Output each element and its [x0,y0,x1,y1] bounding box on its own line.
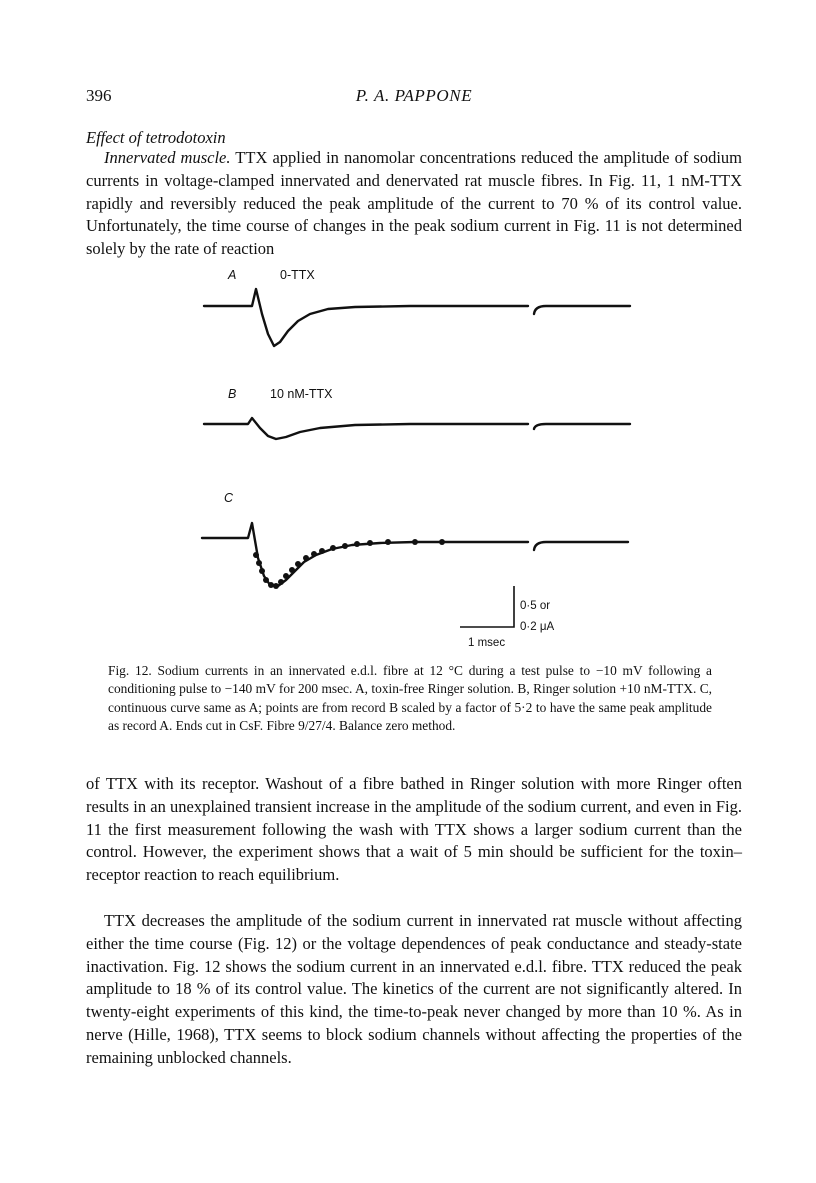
figure-12 [190,258,640,658]
data-point [330,545,336,551]
paragraph-2: of TTX with its receptor. Washout of a fibre bathed in Ringer solution with more Ringer often results in an unexplained transient increase in the amplitude of the sodium current, and even in Fig. 11 the first measurement following the wash with TTX shows a larger sodium current than the control. However, the experiment shows that a wait of 5 min should be sufficient for the toxin–receptor reaction to reach equilibrium. [86,774,742,885]
data-point [263,577,269,583]
data-point [295,561,301,567]
data-point [319,548,325,554]
page-header [86,86,742,110]
panel-a-trace [204,289,528,346]
paragraph-1-lead: Innervated muscle. [104,148,231,167]
panel-c-trace-tail [534,542,628,550]
page-number: 396 [86,86,112,105]
running-head: P. A. PAPPONE [355,86,473,105]
data-point [342,543,348,549]
panel-c-trace [202,523,528,586]
panel-c-letter: C [224,491,234,505]
panel-b-label: 10 nM-TTX [270,387,333,401]
panel-b-trace-tail [534,424,630,429]
data-point [303,555,309,561]
data-point [253,552,259,558]
paragraph-1 [86,147,742,261]
data-point [268,582,274,588]
paragraph-3: TTX decreases the amplitude of the sodium current in innervated rat muscle without affecting either the time course (Fig. 12) or the voltage dependences of peak conductance and steady-state inactivation. Fig. 12 shows the sodium current in an innervated e.d.l. fibre. TTX reduced the peak amplitude to 18 % of its control value. The kinetics of the current are not significantly altered. In twenty-eight experiments of this kind, the time-to-peak never changed by more than 10 %. As in nerve (Hille, 1968), TTX seems to block sodium channels without affecting the properties of the remaining unblocked channels. [86,911,742,1067]
panel-a-trace-tail [534,306,630,314]
figure-caption: Fig. 12. Sodium currents in an innervated e.d.l. fibre at 12 °C during a test pulse to −10 mV following a conditioning pulse to −140 mV for 200 msec. A, toxin-free Ringer solution. B, Ringer solution +10 nM-TTX. C, continuous curve same as A; points are from record B scaled by a factor of 5·2 to have the same peak amplitude as record A. Ends cut in CsF. Fibre 9/27/4. Balance zero method. [108,663,712,733]
scale-bar-vertical-label-2: 0·2 μA [520,621,555,633]
data-point [273,583,279,589]
panel-b-letter: B [228,387,237,401]
scale-bar-horizontal-label: 1 msec [468,637,506,649]
data-point [385,539,391,545]
data-point [439,539,445,545]
data-point [367,540,373,546]
data-point [311,551,317,557]
data-point [289,567,295,573]
panel-a-letter: A [228,268,237,282]
data-point [354,541,360,547]
section-heading: Effect of tetrodotoxin [86,128,226,147]
panel-a-label: 0-TTX [280,268,315,282]
scale-bar-vertical-label-1: 0·5 or [520,600,551,612]
data-point [256,560,262,566]
scale-bar [460,586,514,627]
data-point [412,539,418,545]
data-point [278,579,284,585]
data-point [283,573,289,579]
panel-b-trace [204,418,528,439]
paragraph-1-text: TTX applied in nanomolar concentrations reduced the amplitude of sodium currents in voltage-clamped innervated and denervated rat muscle fibres. In Fig. 11, 1 nM-TTX rapidly and reversibly reduced the peak amplitude of the current to 70 % of its control value. Unfortunately, the time course of changes in the peak sodium current in Fig. 11 is not determined solely by the rate of reaction [86,148,742,259]
data-point [259,568,265,574]
